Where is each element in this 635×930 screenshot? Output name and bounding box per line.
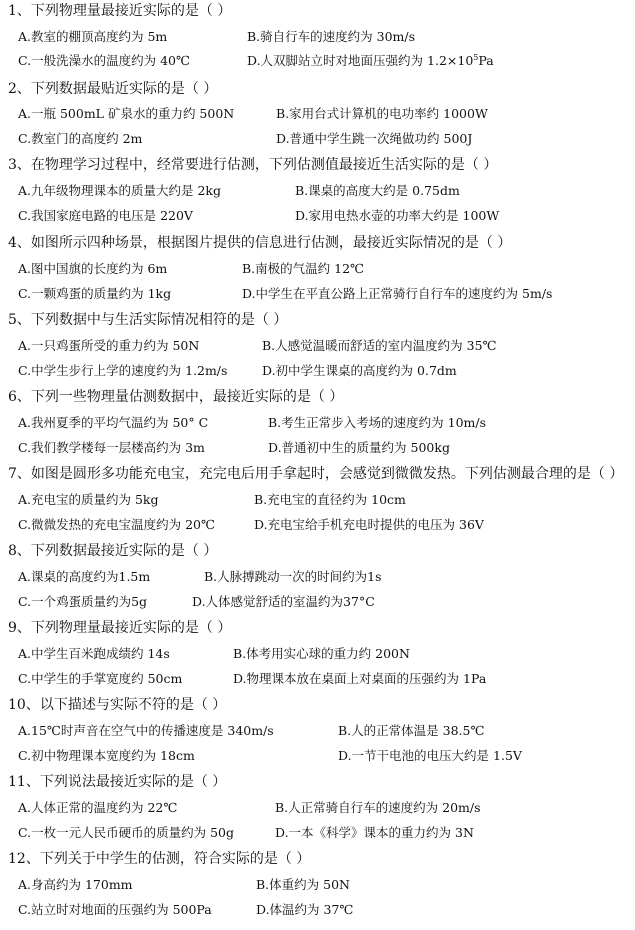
q11-option-b: B.人正常骑自行车的速度约为 20m/s <box>275 800 481 815</box>
q1-option-d <box>247 51 494 71</box>
question-8-title: 8、下列数据最接近实际的是（ ） <box>8 543 218 559</box>
q1-option-d-unit: Pa <box>478 53 494 68</box>
q2-option-d: D.普通中学生跳一次绳做功约 500J <box>276 131 473 146</box>
q8-option-b: B.人脉搏跳动一次的时间约为1s <box>204 569 382 584</box>
q9-option-b: B.体考用实心球的重力约 200N <box>233 646 410 661</box>
q11-option-c: C.一枚一元人民币硬币的质量约为 50g <box>18 825 234 840</box>
q12-option-c: C.站立时对地面的压强约为 500Pa <box>18 902 212 917</box>
q11-option-d: D.一本《科学》课本的重力约为 3N <box>275 825 474 840</box>
q10-option-a: A.15℃时声音在空气中的传播速度是 340m/s <box>18 723 274 738</box>
question-11-title: 11、下列说法最接近实际的是（ ） <box>8 774 227 790</box>
question-1-title: 1、下列物理量最接近实际的是（ ） <box>8 3 232 19</box>
q6-option-b: B.考生正常步入考场的速度约为 10m/s <box>268 415 487 430</box>
q4-option-a: A.图中国旗的长度约为 6m <box>18 261 168 276</box>
q8-option-a: A.课桌的高度约为1.5m <box>18 569 151 584</box>
q4-option-b: B.南极的气温约 12℃ <box>242 261 365 276</box>
q7-option-b: B.充电宝的直径约为 10cm <box>254 492 406 507</box>
question-10-title: 10、以下描述与实际不符的是（ ） <box>8 697 227 713</box>
q5-option-a: A.一只鸡蛋所受的重力约为 50N <box>18 338 200 353</box>
q7-option-a: A.充电宝的质量约为 5kg <box>18 492 159 507</box>
q2-option-c: C.教室门的高度约 2m <box>18 131 143 146</box>
q11-option-a: A.人体正常的温度约为 22℃ <box>18 800 178 815</box>
q10-option-b: B.人的正常体温是 38.5℃ <box>338 723 485 738</box>
question-12-title: 12、下列关于中学生的估测，符合实际的是（ ） <box>8 851 311 867</box>
q1-option-b: B.骑自行车的速度约为 30m/s <box>247 29 416 44</box>
q6-option-c: C.我们教学楼每一层楼高约为 3m <box>18 440 205 455</box>
question-3-title: 3、在物理学习过程中，经常要进行估测，下列估测值最接近生活实际的是（ ） <box>8 157 498 173</box>
q3-option-d: D.家用电热水壶的功率大约是 100W <box>295 208 500 223</box>
question-6-title: 6、下列一些物理量估测数据中，最接近实际的是（ ） <box>8 389 344 405</box>
q9-option-d: D.物理课本放在桌面上对桌面的压强约为 1Pa <box>233 671 487 686</box>
q2-option-b: B.家用台式计算机的电功率约 1000W <box>276 106 488 121</box>
q8-option-c: C.一个鸡蛋质量约为5g <box>18 594 148 609</box>
q4-option-c: C.一颗鸡蛋的质量约为 1kg <box>18 286 172 301</box>
q10-option-d: D.一节干电池的电压大约是 1.5V <box>338 748 522 763</box>
question-4-title: 4、如图所示四种场景，根据图片提供的信息进行估测，最接近实际情况的是（ ） <box>8 235 512 251</box>
q12-option-b: B.体重约为 50N <box>256 877 350 892</box>
q1-option-d-text: D.人双脚站立时对地面压强约为 1.2×10 <box>247 53 474 68</box>
q2-option-a: A.一瓶 500mL 矿泉水的重力约 500N <box>18 106 235 121</box>
q12-option-a: A.身高约为 170mm <box>18 877 133 892</box>
q6-option-a: A.我州夏季的平均气温约为 50° C <box>18 415 209 430</box>
q1-option-c: C.一般洗澡水的温度约为 40℃ <box>18 53 190 68</box>
q10-option-c: C.初中物理课本宽度约为 18cm <box>18 748 195 763</box>
q3-option-c: C.我国家庭电路的电压是 220V <box>18 208 193 223</box>
q1-option-a: A.教室的棚顶高度约为 5m <box>18 29 168 44</box>
q5-option-b: B.人感觉温暖而舒适的室内温度约为 35℃ <box>262 338 497 353</box>
q5-option-d: D.初中学生课桌的高度约为 0.7dm <box>262 363 457 378</box>
question-2-title: 2、下列数据最贴近实际的是（ ） <box>8 81 218 97</box>
q12-option-d: D.体温约为 37℃ <box>256 902 354 917</box>
question-5-title: 5、下列数据中与生活实际情况相符的是（ ） <box>8 312 288 328</box>
q3-option-a: A.九年级物理课本的质量大约是 2kg <box>18 183 222 198</box>
q5-option-c: C.中学生步行上学的速度约为 1.2m/s <box>18 363 228 378</box>
q3-option-b: B.课桌的高度大约是 0.75dm <box>295 183 460 198</box>
q7-option-c: C.微微发热的充电宝温度约为 20℃ <box>18 517 215 532</box>
q9-option-c: C.中学生的手掌宽度约 50cm <box>18 671 183 686</box>
question-9-title: 9、下列物理量最接近实际的是（ ） <box>8 620 232 636</box>
question-7-title: 7、如图是圆形多功能充电宝，充完电后用手拿起时，会感觉到微微发热。下列估测最合理的是（ ） <box>8 466 624 482</box>
q9-option-a: A.中学生百米跑成绩约 14s <box>18 646 170 661</box>
q1-option-d-exponent: 5 <box>473 52 479 62</box>
q8-option-d: D.人体感觉舒适的室温约为37°C <box>192 594 375 609</box>
q7-option-d: D.充电宝给手机充电时提供的电压为 36V <box>254 517 484 532</box>
q6-option-d: D.普通初中生的质量约为 500kg <box>268 440 450 455</box>
q4-option-d: D.中学生在平直公路上正常骑行自行车的速度约为 5m/s <box>242 286 553 301</box>
